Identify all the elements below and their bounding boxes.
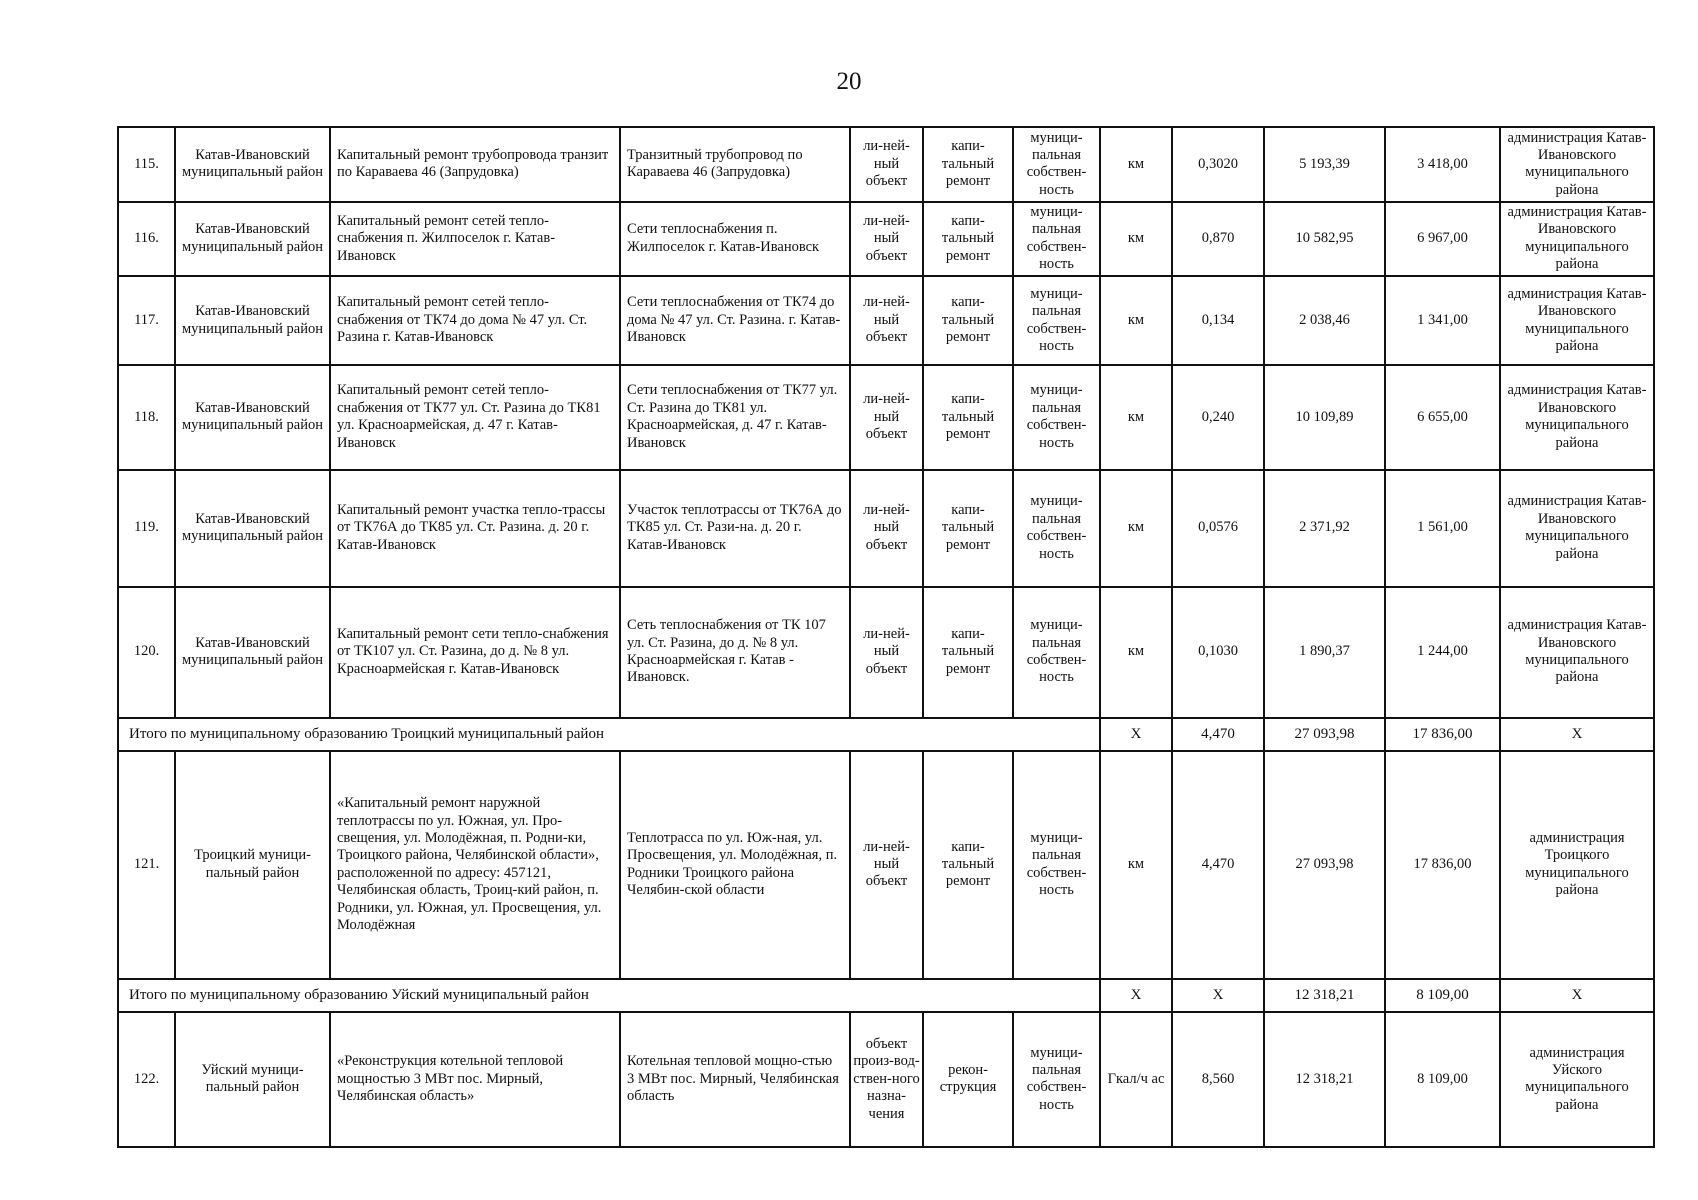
object-name-cell: Котельная тепловой мощно-стью 3 МВт пос. Мирный, Челябинская область bbox=[620, 1012, 850, 1147]
total-cost-cell: 12 318,21 bbox=[1264, 1012, 1385, 1147]
table-body bbox=[118, 127, 1654, 1147]
page-number: 20 bbox=[836, 68, 862, 95]
unit-cell: км bbox=[1100, 587, 1172, 718]
table-row bbox=[118, 751, 1654, 979]
budget-cost-cell: 17 836,00 bbox=[1385, 751, 1500, 979]
object-name-cell: Теплотрасса по ул. Юж-ная, ул. Просвещения, ул. Молодёжная, п. Родники Троицкого района Челябин-ской области bbox=[620, 751, 850, 979]
municipality-cell: Троицкий муници-пальный район bbox=[175, 751, 330, 979]
work-name-cell: «Реконструкция котельной тепловой мощностью 3 МВт пос. Мирный, Челябинская область» bbox=[330, 1012, 620, 1147]
total-cost-cell: 27 093,98 bbox=[1264, 718, 1385, 751]
unit-cell: км bbox=[1100, 365, 1172, 470]
customer-cell: Х bbox=[1500, 979, 1654, 1012]
quantity-cell: 0,3020 bbox=[1172, 127, 1264, 202]
customer-cell: Х bbox=[1500, 718, 1654, 751]
total-cost-cell: 2 038,46 bbox=[1264, 276, 1385, 365]
ownership-cell: муници-пальная собствен-ность bbox=[1013, 202, 1100, 277]
work-name-cell: Капитальный ремонт участка тепло-трассы от ТК76А до ТК85 ул. Ст. Разина. д. 20 г. Катав-Ивановск bbox=[330, 470, 620, 587]
budget-cost-cell: 1 341,00 bbox=[1385, 276, 1500, 365]
object-type-cell: ли-ней-ный объект bbox=[850, 127, 923, 202]
work-name-cell: Капитальный ремонт сетей тепло-снабжения от ТК77 ул. Ст. Разина до ТК81 ул. Красноармейская, д. 47 г. Катав-Ивановск bbox=[330, 365, 620, 470]
total-cost-cell: 27 093,98 bbox=[1264, 751, 1385, 979]
table-row bbox=[118, 276, 1654, 365]
budget-cost-cell: 1 561,00 bbox=[1385, 470, 1500, 587]
object-type-cell: ли-ней-ный объект bbox=[850, 202, 923, 277]
municipality-cell: Катав-Ивановский муниципальный район bbox=[175, 127, 330, 202]
customer-cell: администрация Катав-Ивановского муниципального района bbox=[1500, 587, 1654, 718]
quantity-cell: Х bbox=[1172, 979, 1264, 1012]
object-type-cell: ли-ней-ный объект bbox=[850, 587, 923, 718]
row-number: 117. bbox=[118, 276, 175, 365]
row-number: 119. bbox=[118, 470, 175, 587]
work-type-cell: капи-тальный ремонт bbox=[923, 751, 1013, 979]
ownership-cell: муници-пальная собствен-ность bbox=[1013, 751, 1100, 979]
ownership-cell: муници-пальная собствен-ность bbox=[1013, 470, 1100, 587]
work-type-cell: капи-тальный ремонт bbox=[923, 127, 1013, 202]
work-type-cell: капи-тальный ремонт bbox=[923, 365, 1013, 470]
quantity-cell: 0,134 bbox=[1172, 276, 1264, 365]
object-type-cell: объект произ-вод-ствен-ного назна-чения bbox=[850, 1012, 923, 1147]
ownership-cell: муници-пальная собствен-ность bbox=[1013, 127, 1100, 202]
municipality-cell: Катав-Ивановский муниципальный район bbox=[175, 587, 330, 718]
unit-cell: Гкал/ч ас bbox=[1100, 1012, 1172, 1147]
total-cost-cell: 12 318,21 bbox=[1264, 979, 1385, 1012]
municipality-cell: Катав-Ивановский муниципальный район bbox=[175, 202, 330, 277]
customer-cell: администрация Катав-Ивановского муниципального района bbox=[1500, 365, 1654, 470]
municipality-cell: Катав-Ивановский муниципальный район bbox=[175, 365, 330, 470]
object-name-cell: Сеть теплоснабжения от ТК 107 ул. Ст. Разина, до д. № 8 ул. Красноармейская г. Катав - Ивановск. bbox=[620, 587, 850, 718]
row-number: 121. bbox=[118, 751, 175, 979]
customer-cell: администрация Катав-Ивановского муниципального района bbox=[1500, 127, 1654, 202]
table-row bbox=[118, 1012, 1654, 1147]
table-row bbox=[118, 365, 1654, 470]
object-name-cell: Участок теплотрассы от ТК76А до ТК85 ул. Ст. Рази-на. д. 20 г. Катав-Ивановск bbox=[620, 470, 850, 587]
subtotal-title: Итого по муниципальному образованию Троицкий муниципальный район bbox=[118, 718, 1100, 751]
row-number: 118. bbox=[118, 365, 175, 470]
work-name-cell: Капитальный ремонт сети тепло-снабжения от ТК107 ул. Ст. Разина, до д. № 8 ул. Красноармейская г. Катав-Ивановск bbox=[330, 587, 620, 718]
ownership-cell: муници-пальная собствен-ность bbox=[1013, 1012, 1100, 1147]
customer-cell: администрация Катав-Ивановского муниципального района bbox=[1500, 470, 1654, 587]
work-name-cell: Капитальный ремонт сетей тепло-снабжения от ТК74 до дома № 47 ул. Ст. Разина г. Катав-Ивановск bbox=[330, 276, 620, 365]
customer-cell: администрация Уйского муниципального района bbox=[1500, 1012, 1654, 1147]
subtotal-row bbox=[118, 979, 1654, 1012]
work-name-cell: Капитальный ремонт сетей тепло-снабжения п. Жилпоселок г. Катав-Ивановск bbox=[330, 202, 620, 277]
customer-cell: администрация Троицкого муниципального района bbox=[1500, 751, 1654, 979]
budget-cost-cell: 8 109,00 bbox=[1385, 979, 1500, 1012]
quantity-cell: 4,470 bbox=[1172, 718, 1264, 751]
work-type-cell: рекон-струкция bbox=[923, 1012, 1013, 1147]
row-number: 122. bbox=[118, 1012, 175, 1147]
object-type-cell: ли-ней-ный объект bbox=[850, 470, 923, 587]
work-name-cell: «Капитальный ремонт наружной теплотрассы по ул. Южная, ул. Про-свещения, ул. Молодёжная, п. Родни-ки, Троицкого района, Челябинской области», расположенной по адресу: 457121, Челябинская область, Троиц-кий район, п. Родники, ул. Южная, ул. Просвещения, ул. Молодёжная bbox=[330, 751, 620, 979]
ownership-cell: муници-пальная собствен-ность bbox=[1013, 365, 1100, 470]
total-cost-cell: 1 890,37 bbox=[1264, 587, 1385, 718]
unit-cell: км bbox=[1100, 202, 1172, 277]
object-type-cell: ли-ней-ный объект bbox=[850, 276, 923, 365]
total-cost-cell: 2 371,92 bbox=[1264, 470, 1385, 587]
unit-cell: км bbox=[1100, 127, 1172, 202]
object-type-cell: ли-ней-ный объект bbox=[850, 365, 923, 470]
total-cost-cell: 10 109,89 bbox=[1264, 365, 1385, 470]
unit-cell: км bbox=[1100, 751, 1172, 979]
table-row bbox=[118, 470, 1654, 587]
quantity-cell: 0,0576 bbox=[1172, 470, 1264, 587]
object-name-cell: Сети теплоснабжения от ТК74 до дома № 47 ул. Ст. Разина. г. Катав-Ивановск bbox=[620, 276, 850, 365]
row-number: 115. bbox=[118, 127, 175, 202]
total-cost-cell: 5 193,39 bbox=[1264, 127, 1385, 202]
table-row bbox=[118, 127, 1654, 202]
table-row bbox=[118, 587, 1654, 718]
subtotal-row bbox=[118, 718, 1654, 751]
budget-cost-cell: 1 244,00 bbox=[1385, 587, 1500, 718]
table-row bbox=[118, 202, 1654, 277]
subtotal-title: Итого по муниципальному образованию Уйский муниципальный район bbox=[118, 979, 1100, 1012]
quantity-cell: 0,870 bbox=[1172, 202, 1264, 277]
objects-table bbox=[117, 126, 1655, 1148]
work-type-cell: капи-тальный ремонт bbox=[923, 470, 1013, 587]
work-type-cell: капи-тальный ремонт bbox=[923, 276, 1013, 365]
unit-cell: км bbox=[1100, 276, 1172, 365]
work-type-cell: капи-тальный ремонт bbox=[923, 202, 1013, 277]
municipality-cell: Катав-Ивановский муниципальный район bbox=[175, 470, 330, 587]
budget-cost-cell: 8 109,00 bbox=[1385, 1012, 1500, 1147]
ownership-cell: муници-пальная собствен-ность bbox=[1013, 276, 1100, 365]
work-name-cell: Капитальный ремонт трубопровода транзит по Караваева 46 (Запрудовка) bbox=[330, 127, 620, 202]
object-name-cell: Сети теплоснабжения от ТК77 ул. Ст. Разина до ТК81 ул. Красноармейская, д. 47 г. Катав-Ивановск bbox=[620, 365, 850, 470]
object-name-cell: Сети теплоснабжения п. Жилпоселок г. Катав-Ивановск bbox=[620, 202, 850, 277]
municipality-cell: Уйский муници-пальный район bbox=[175, 1012, 330, 1147]
ownership-cell: муници-пальная собствен-ность bbox=[1013, 587, 1100, 718]
row-number: 116. bbox=[118, 202, 175, 277]
unit-cell: Х bbox=[1100, 979, 1172, 1012]
customer-cell: администрация Катав-Ивановского муниципального района bbox=[1500, 276, 1654, 365]
unit-cell: Х bbox=[1100, 718, 1172, 751]
object-type-cell: ли-ней-ный объект bbox=[850, 751, 923, 979]
work-type-cell: капи-тальный ремонт bbox=[923, 587, 1013, 718]
row-number: 120. bbox=[118, 587, 175, 718]
budget-cost-cell: 17 836,00 bbox=[1385, 718, 1500, 751]
quantity-cell: 0,1030 bbox=[1172, 587, 1264, 718]
quantity-cell: 8,560 bbox=[1172, 1012, 1264, 1147]
quantity-cell: 4,470 bbox=[1172, 751, 1264, 979]
budget-cost-cell: 3 418,00 bbox=[1385, 127, 1500, 202]
municipality-cell: Катав-Ивановский муниципальный район bbox=[175, 276, 330, 365]
budget-cost-cell: 6 655,00 bbox=[1385, 365, 1500, 470]
object-name-cell: Транзитный трубопровод по Караваева 46 (Запрудовка) bbox=[620, 127, 850, 202]
customer-cell: администрация Катав-Ивановского муниципального района bbox=[1500, 202, 1654, 277]
unit-cell: км bbox=[1100, 470, 1172, 587]
quantity-cell: 0,240 bbox=[1172, 365, 1264, 470]
total-cost-cell: 10 582,95 bbox=[1264, 202, 1385, 277]
budget-cost-cell: 6 967,00 bbox=[1385, 202, 1500, 277]
